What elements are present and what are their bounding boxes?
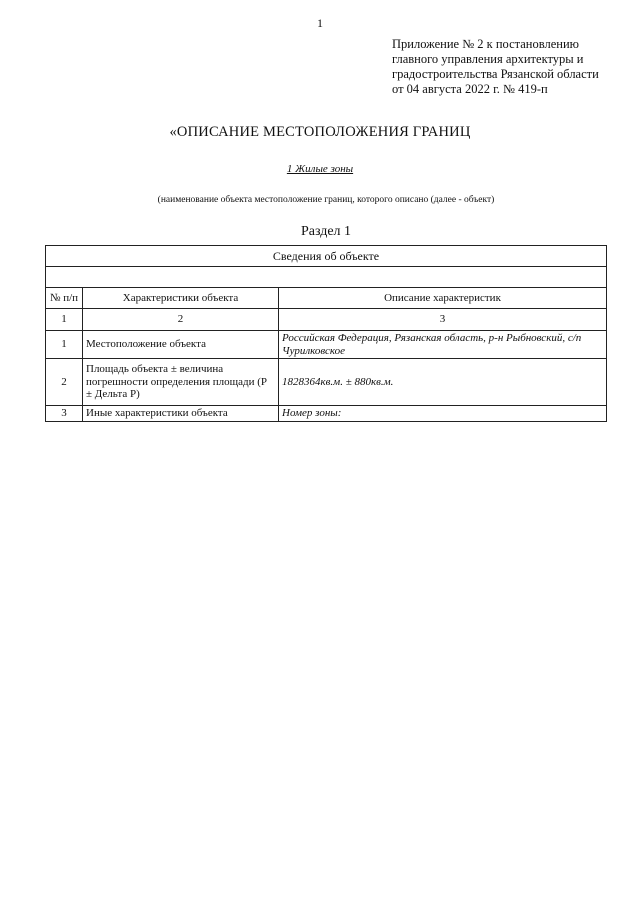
column-header-characteristic: Характеристики объекта xyxy=(83,288,279,309)
table-column-numbers-row xyxy=(46,309,607,331)
appendix-line-1: Приложение № 2 к постановлению xyxy=(392,37,579,51)
row-characteristic: Местоположение объекта xyxy=(83,331,279,359)
row-characteristic: Иные характеристики объекта xyxy=(83,406,279,422)
section-title: Раздел 1 xyxy=(300,224,352,239)
row-number: 1 xyxy=(46,331,83,359)
column-number-3: 3 xyxy=(279,309,607,331)
appendix-note xyxy=(392,37,632,97)
row-description: 1828364кв.м. ± 880кв.м. xyxy=(279,359,607,406)
object-name-text: 1 Жилые зоны xyxy=(286,163,354,175)
row-characteristic: Площадь объекта ± величина погрешности определения площади (Р ± Дельта Р) xyxy=(83,359,279,406)
table-heading: Сведения об объекте xyxy=(46,246,607,267)
column-header-number: № п/п xyxy=(46,288,83,309)
object-caption: (наименование объекта местоположение границ, которого описано (далее - объект) xyxy=(157,195,495,205)
table-header-row xyxy=(46,288,607,309)
object-name xyxy=(0,163,640,175)
column-number-1: 1 xyxy=(46,309,83,331)
appendix-line-4: от 04 августа 2022 г. № 419-п xyxy=(392,82,548,96)
row-description: Российская Федерация, Рязанская область, р-н Рыбновский, с/п Чурилковское xyxy=(279,331,607,359)
table-row xyxy=(46,406,607,422)
appendix-line-3: градостроительства Рязанской области xyxy=(392,67,599,81)
page-number: 1 xyxy=(317,16,323,30)
row-description: Номер зоны: xyxy=(279,406,607,422)
object-info-table xyxy=(45,245,607,422)
table-row xyxy=(46,331,607,359)
row-number: 3 xyxy=(46,406,83,422)
table-spacer-cell xyxy=(46,267,607,288)
document-title: «ОПИСАНИЕ МЕСТОПОЛОЖЕНИЯ ГРАНИЦ xyxy=(169,124,471,140)
appendix-line-2: главного управления архитектуры и xyxy=(392,52,584,66)
table-heading-row xyxy=(46,246,607,267)
table-spacer-row xyxy=(46,267,607,288)
row-number: 2 xyxy=(46,359,83,406)
column-number-2: 2 xyxy=(83,309,279,331)
column-header-description: Описание характеристик xyxy=(279,288,607,309)
table-row xyxy=(46,359,607,406)
